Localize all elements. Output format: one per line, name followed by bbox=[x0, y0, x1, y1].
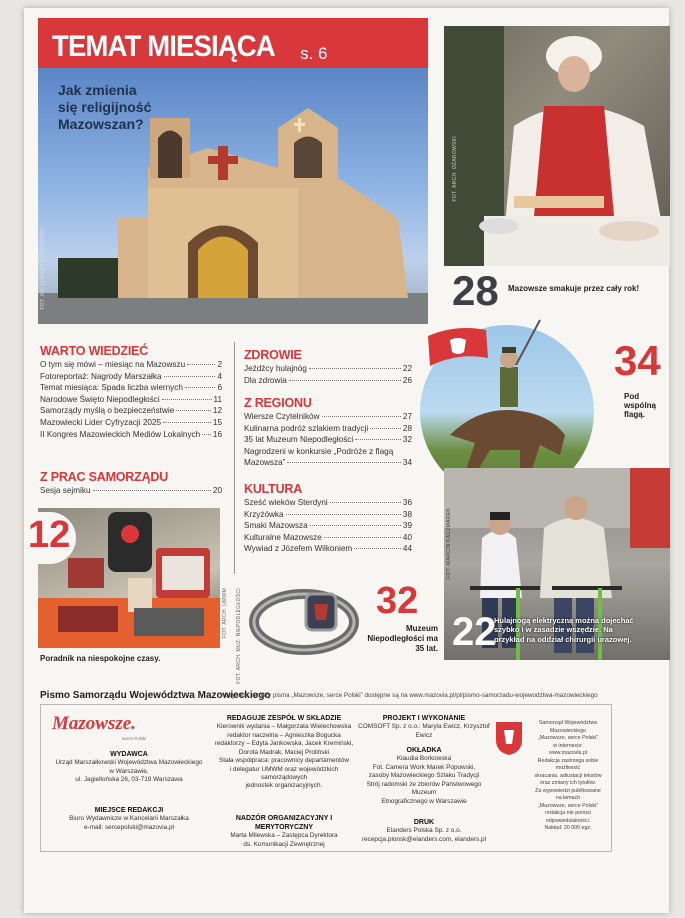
magazine-page bbox=[24, 8, 669, 913]
toc-list-regionu bbox=[244, 412, 412, 470]
church-photo[interactable] bbox=[38, 68, 428, 324]
mazovia-crest-icon bbox=[494, 720, 524, 756]
imprint-druk: DRUK Elanders Polska Sp. z o.o. recepcja.plonsk@elanders.com, elanders.pl bbox=[361, 819, 487, 843]
cooking-illustration bbox=[444, 26, 670, 266]
toc-entry[interactable]: Fotoreportaż: Nagrody Marszałka 4 bbox=[40, 371, 222, 381]
banner-page-ref: s. 6 bbox=[300, 44, 328, 63]
toc-entry[interactable]: Kulturalne Mazowsze 40 bbox=[244, 532, 412, 542]
toc-entry[interactable]: Wiersze Czytelników 27 bbox=[244, 412, 412, 421]
footer-subtitle[interactable]: Wszystkie numery pisma „Mazowsze, serce Polski” dostępne są na www.mazovia.pl/pl/pismo-samorzadu-wojewodztwa-mazowieckiego bbox=[220, 692, 598, 699]
imprint-miejsce: MIEJSCE REDAKCJI Biuro Wydawnicze w Kancelarii Marszałka e-mail: sercepolski@mazovia.pl bbox=[69, 807, 189, 831]
imprint-okladka: OKŁADKA Klaudia Borkowska Fot. Camera Work Marek Popowski, zasoby Mazowieckiego Szlaku Tradycji Strój radomski ze zbiorów Państwowego Muzeum Etnograficznego w Warszawie bbox=[366, 747, 482, 805]
feature-caption: Poradnik na niespokojne czasy. bbox=[40, 654, 161, 663]
imprint-right: Samorząd Województwa Mazowieckiego „Mazowsze, serce Polski” w internecie: www.mazovia.pl Redakcja zastrzega sobie możliwość skracania, adiustacji tekstów oraz zmiany ich tytułów. Za wypowiedzi publikowane na łamach „Mazowsze, serce Polski” redakcja nie ponosi odpowiedzialności. Nakład: 20 000 egz. bbox=[534, 720, 602, 832]
toc-entry[interactable]: Nagrodzeni w konkursie „Podróże z flagą bbox=[244, 446, 394, 456]
banner-title: TEMAT MIESIĄCA bbox=[52, 30, 275, 63]
toc-list-zdrowie bbox=[244, 364, 412, 387]
toc-entry[interactable]: Narodowe Święto Niepodległości 11 bbox=[40, 394, 222, 404]
toc-entry[interactable]: Mazowiecki Lider Cyfryzacji 2025 15 bbox=[40, 417, 222, 427]
toc-list-prac bbox=[40, 486, 222, 498]
photo-credit: FOT. MARCIN KACZMAREK bbox=[446, 508, 452, 579]
polish-flag-icon bbox=[426, 322, 490, 372]
toc-section-title: KULTURA bbox=[244, 482, 303, 496]
feature-caption: Mazowsze smakuje przez cały rok! bbox=[508, 284, 640, 293]
toc-section-title: ZDROWIE bbox=[244, 348, 302, 362]
logo-slogan: serce Polski bbox=[122, 736, 147, 741]
feature-caption: Hulajnogą elektryczną można dojechać szybko i w zasadzie wszędzie. Na przykład na oddział chirurgii urazowej. bbox=[494, 616, 634, 644]
toc-entry[interactable]: Jeźdźcy hulajnóg 22 bbox=[244, 364, 412, 373]
feature-page-number[interactable]: 22 bbox=[452, 610, 497, 654]
cooking-photo[interactable] bbox=[444, 26, 670, 266]
toc-list-warto bbox=[40, 360, 222, 441]
toc-entry[interactable]: Sześć wieków Sterdyni 36 bbox=[244, 498, 412, 507]
toc-entry[interactable]: Smaki Mazowsza 39 bbox=[244, 521, 412, 531]
toc-entry[interactable]: Sesja sejmiku 20 bbox=[40, 486, 222, 495]
toc-entry[interactable]: Mazowsza” 34 bbox=[244, 458, 412, 468]
toc-entry[interactable]: Temat miesiąca: Spada liczba wiernych 6 bbox=[40, 383, 222, 393]
imprint-zespol: REDAGUJE ZESPÓŁ W SKŁADZIE Kierownik wydania – Małgorzata Wielechowska redaktor naczelna – Agnieszka Bogucka redaktorzy – Edyta Jankowska, Jacek Kremiński, Dorota Madrak, Maciej Proliński Stała współpraca: pracownicy departamentów i delegatur UMWM oraz wojewódzkich samorządowych jednostek organizacyjnych. bbox=[214, 715, 354, 790]
feature-page-number[interactable]: 32 bbox=[376, 580, 419, 622]
imprint-nadzor: NADZÓR ORGANIZACYJNY I MERYTORYCZNY Marta Milewska – Zastępca Dyrektora ds. Komunikacji Zewnętrznej bbox=[230, 815, 338, 848]
hero-question: Jak zmienia się religijność Mazowszan? bbox=[58, 82, 152, 132]
photo-credit: FOT. ARCH. OŻAROWSKI bbox=[452, 136, 458, 202]
toc-section-title: Z PRAC SAMORZĄDU bbox=[40, 470, 169, 484]
toc-entry[interactable]: Kulinarna podróż szlakiem tradycji 28 bbox=[244, 423, 412, 433]
imprint-projekt: PROJEKT I WYKONANIE COMSOFT Sp. z o.o.: Maryla Ewicz, Krzysztof Ewicz bbox=[358, 715, 490, 739]
toc-entry[interactable]: Wywiad z Józefem Wilkoniem 44 bbox=[244, 544, 412, 554]
toc-entry[interactable]: O tym się mówi – miesiąc na Mazowszu 2 bbox=[40, 360, 222, 369]
mazowsze-logo: Mazowsze. bbox=[52, 713, 136, 734]
toc-entry[interactable]: 35 lat Muzeum Niepodległości 32 bbox=[244, 435, 412, 445]
toc-section-title: WARTO WIEDZIEĆ bbox=[40, 344, 149, 358]
feature-caption: Muzeum Niepodległości ma 35 lat. bbox=[367, 624, 438, 653]
feature-caption: Pod wspólną flagą. bbox=[624, 392, 657, 419]
feature-page-number[interactable]: 28 bbox=[452, 267, 499, 314]
photo-credit: FOT. KS. ŁUKASZ ZIÓŁKOWSKI bbox=[40, 228, 46, 310]
photo-credit: FOT. ARCH. MUZ. NIEPODLEGŁOŚCI bbox=[236, 588, 242, 684]
feature-page-number[interactable]: 12 bbox=[24, 512, 76, 564]
toc-entry[interactable]: Samorządy myślą o bezpieczeństwie 12 bbox=[40, 406, 222, 416]
column-divider bbox=[234, 342, 235, 574]
toc-entry[interactable]: Dla zdrowia 26 bbox=[244, 375, 412, 385]
toc-entry[interactable]: Krzyżówka 38 bbox=[244, 509, 412, 519]
toc-entry[interactable]: II Kongres Mazowieckich Mediów Lokalnych 16 bbox=[40, 429, 222, 439]
toc-list-kultura bbox=[244, 498, 412, 556]
feature-page-number[interactable]: 34 bbox=[614, 337, 661, 384]
photo-credit: FOT. ARCH. UMWM bbox=[222, 588, 228, 639]
ring-image[interactable] bbox=[244, 580, 362, 660]
imprint-wydawca: WYDAWCA Urząd Marszałkowski Województwa Mazowieckiego w Warszawie, ul. Jagiellońska 26, 03-719 Warszawa bbox=[55, 751, 203, 784]
footer-title: Pismo Samorządu Województwa Mazowieckiego bbox=[40, 690, 271, 701]
toc-section-title: Z REGIONU bbox=[244, 396, 312, 410]
theme-banner[interactable] bbox=[38, 18, 428, 68]
